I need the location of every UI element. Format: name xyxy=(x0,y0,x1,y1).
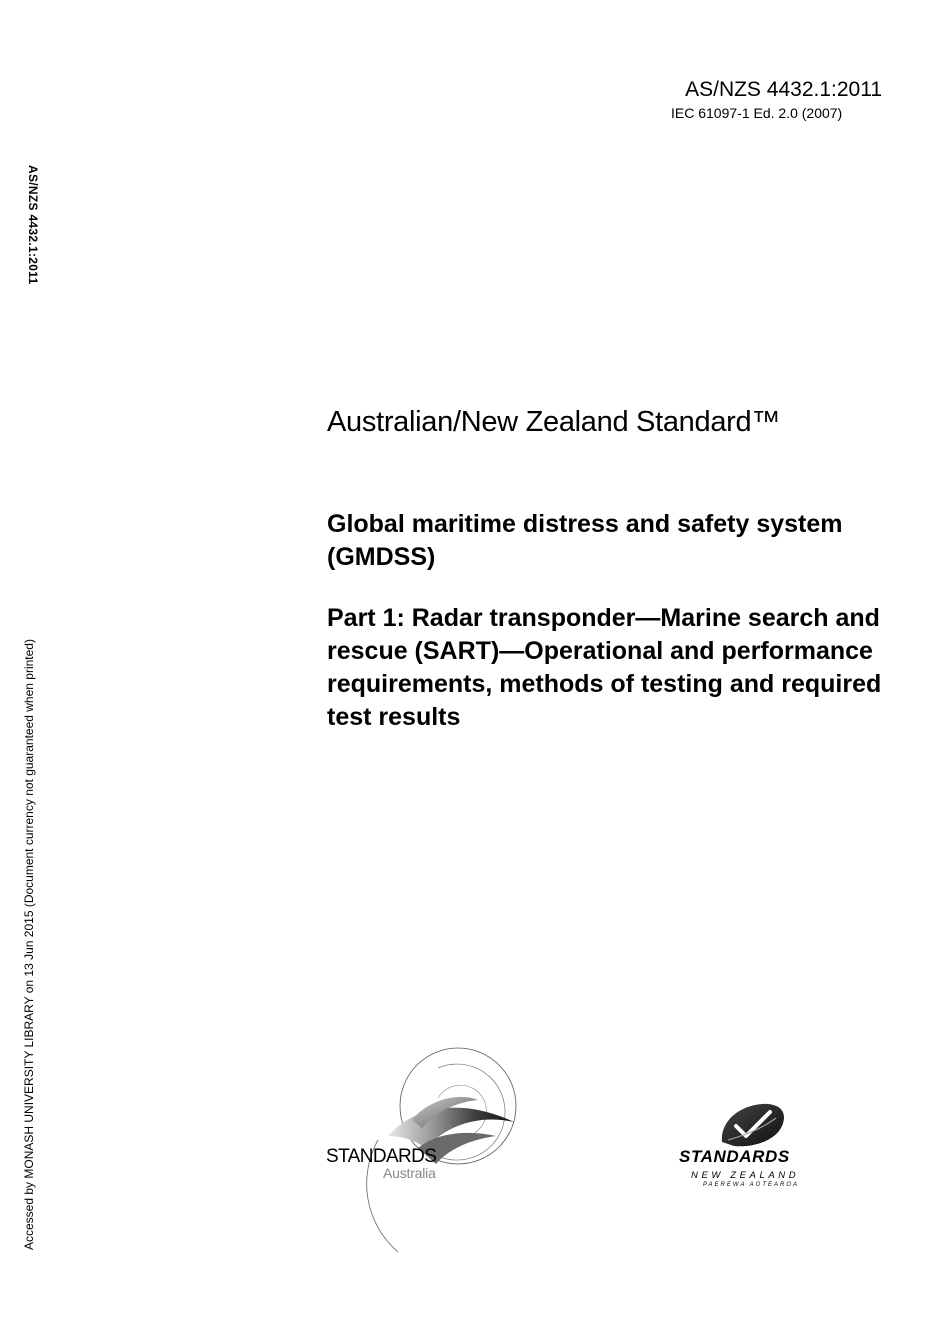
document-designation: AS/NZS 4432.1:2011 xyxy=(685,78,882,101)
spine-designation: AS/NZS 4432.1:2011 xyxy=(26,165,40,285)
standards-new-zealand-maori-subtext: PAEREWA AOTEAROA xyxy=(703,1182,800,1188)
standards-australia-subtext: Australia xyxy=(383,1165,436,1181)
standards-australia-wordmark: STANDARDS xyxy=(326,1146,437,1167)
access-note: Accessed by MONASH UNIVERSITY LIBRARY on 13 Jun 2015 (Document currency not guaranteed when printed) xyxy=(22,639,36,1250)
document-title: Global maritime distress and safety system (GMDSS) xyxy=(327,510,843,571)
standards-new-zealand-subtext: NEW ZEALAND xyxy=(691,1170,800,1181)
part-title: Part 1: Radar transponder—Marine search and rescue (SART)—Operational and performance requirements, methods of testing and required test results xyxy=(327,604,882,731)
standard-type-heading: Australian/New Zealand Standard™ xyxy=(327,406,781,438)
standards-new-zealand-wordmark: STANDARDS xyxy=(679,1147,790,1166)
iec-reference: IEC 61097-1 Ed. 2.0 (2007) xyxy=(671,105,843,121)
